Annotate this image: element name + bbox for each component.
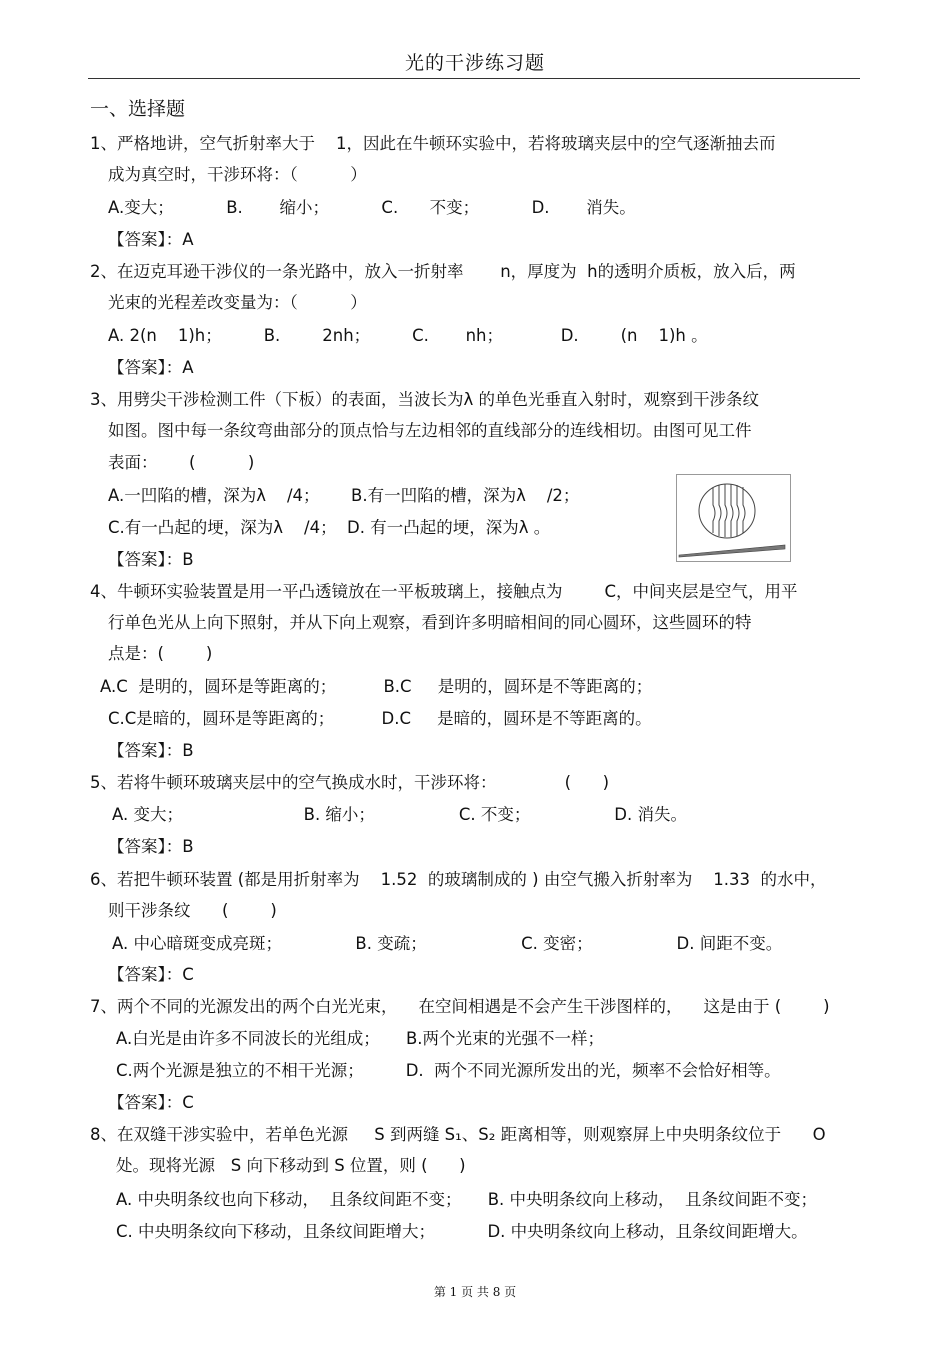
title-rule — [88, 78, 860, 79]
question-6-answer: 【答案】：C — [108, 965, 194, 984]
question-5-line-1: 5、若将牛顿环玻璃夹层中的空气换成水时，干涉环将： ( ) — [90, 773, 610, 792]
question-7-line-1: 7、两个不同的光源发出的两个白光光束， 在空间相遇是不会产生干涉图样的， 这是由于 ( ) — [90, 997, 830, 1016]
question-1-answer: 【答案】：A — [108, 230, 194, 249]
question-5-answer: 【答案】：B — [108, 837, 194, 856]
question-7-answer: 【答案】：C — [108, 1093, 194, 1112]
question-5-options: A. 变大； B. 缩小； C. 不变； D. 消失。 — [112, 805, 687, 824]
question-6-line-2: 则干涉条纹 ( ) — [108, 901, 277, 920]
question-2-line-1: 2、在迈克耳逊干涉仪的一条光路中，放入一折射率 n，厚度为 h的透明介质板，放入后，两 — [90, 262, 796, 281]
question-6-line-1: 6、若把牛顿环装置 (都是用折射率为 1.52 的玻璃制成的 ) 由空气搬入折射率为 1.33 的水中， — [90, 870, 827, 889]
question-4-line-1: 4、牛顿环实验装置是用一平凸透镜放在一平板玻璃上，接触点为 C，中间夹层是空气，用平 — [90, 582, 798, 601]
question-1-options: A.变大； B. 缩小； C. 不变； D. 消失。 — [108, 198, 636, 217]
question-3-options-ab: A.一凹陷的槽，深为λ /4； B.有一凹陷的槽，深为λ /2； — [108, 486, 580, 505]
question-4-line-3: 点是：( ) — [108, 644, 213, 663]
question-8-options-cd: C. 中央明条纹向下移动，且条纹间距增大； D. 中央明条纹向上移动，且条纹间距增大。 — [116, 1222, 808, 1241]
question-4-options-cd: C.C是暗的，圆环是等距离的； D.C 是暗的，圆环是不等距离的。 — [108, 709, 652, 728]
question-6-options: A. 中心暗斑变成亮斑； B. 变疏； C. 变密； D. 间距不变。 — [112, 934, 783, 953]
question-4-answer: 【答案】：B — [108, 741, 194, 760]
question-8-line-2: 处。现将光源 S 向下移动到 S 位置，则 ( ) — [116, 1156, 466, 1175]
question-3-line-2: 如图。图中每一条纹弯曲部分的顶点恰与左边相邻的直线部分的连线相切。由图可见工件 — [108, 421, 752, 440]
question-4-line-2: 行单色光从上向下照射，并从下向上观察，看到许多明暗相间的同心圆环，这些圆环的特 — [108, 613, 752, 632]
question-2-answer: 【答案】：A — [108, 358, 194, 377]
page-footer: 第 1 页 共 8 页 — [433, 1285, 517, 1299]
question-3-options-cd: C.有一凸起的埂，深为λ /4； D. 有一凸起的埂，深为λ 。 — [108, 518, 551, 537]
question-8-options-ab: A. 中央明条纹也向下移动， 且条纹间距不变； B. 中央明条纹向上移动， 且条纹间距不变； — [116, 1190, 818, 1209]
question-2-options: A. 2(n 1)h； B. 2nh； C. nh； D. (n 1)h 。 — [108, 326, 708, 345]
question-3-line-3: 表面： ( ) — [108, 453, 255, 472]
question-2-line-2: 光束的光程差改变量为：（ ） — [108, 293, 367, 312]
question-1-line-2: 成为真空时，干涉环将：（ ） — [108, 165, 367, 184]
interference-figure — [676, 474, 791, 562]
question-3-line-1: 3、用劈尖干涉检测工件（下板）的表面，当波长为λ 的单色光垂直入射时，观察到干涉条纹 — [90, 390, 760, 409]
question-7-options-cd: C.两个光源是独立的不相干光源； D. 两个不同光源所发出的光，频率不会恰好相等。 — [116, 1061, 781, 1080]
question-1-line-1: 1、严格地讲，空气折射率大于 1，因此在牛顿环实验中，若将玻璃夹层中的空气逐渐抽去而 — [90, 134, 776, 153]
page-title: 光的干涉练习题 — [404, 52, 545, 74]
question-8-line-1: 8、在双缝干涉实验中，若单色光源 S 到两缝 S₁、S₂ 距离相等，则观察屏上中央明条纹位于 O — [90, 1125, 826, 1144]
question-3-answer: 【答案】：B — [108, 550, 194, 569]
section-heading: 一、选择题 — [90, 98, 186, 120]
wedge-fringe-diagram — [677, 475, 790, 561]
question-4-options-ab: A.C 是明的，圆环是等距离的； B.C 是明的，圆环是不等距离的； — [100, 677, 653, 696]
question-7-options-ab: A.白光是由许多不同波长的光组成； B.两个光束的光强不一样； — [116, 1029, 605, 1048]
